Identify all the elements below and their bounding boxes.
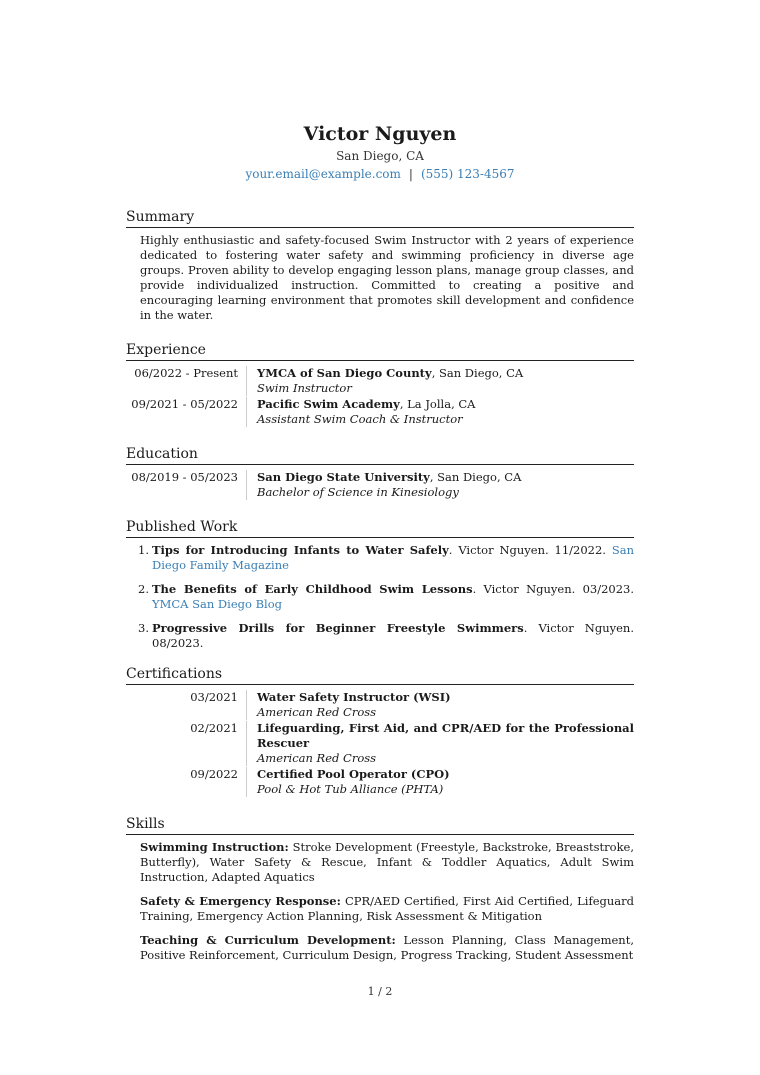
published-title: Published Work: [126, 518, 634, 538]
publication-title: Progressive Drills for Beginner Freestyle Swimmers: [152, 621, 524, 635]
publication-item: [126, 621, 634, 651]
skill-text: CPR/AED Certified, First Aid Certified, Lifeguard Training, Emergency Action Planning, Risk Assessment & Mitigation: [140, 894, 634, 923]
skill-label: Teaching & Curriculum Development:: [140, 933, 396, 947]
cert-body: [246, 767, 634, 797]
cert-issuer: Pool & Hot Tub Alliance (PHTA): [257, 782, 444, 796]
publication-meta: . Victor Nguyen. 11/2022.: [448, 543, 612, 557]
skill-item: [126, 840, 634, 885]
entry-place: , San Diego, CA: [431, 366, 524, 380]
publication-item: [126, 582, 634, 612]
publication-item: [126, 543, 634, 573]
cert-name: Lifeguarding, First Aid, and CPR/AED for the Professional Rescuer: [257, 721, 634, 750]
cert-name: Water Safety Instructor (WSI): [257, 690, 451, 704]
resume-header: [126, 122, 634, 182]
skill-text: Stroke Development (Freestyle, Backstroke, Breaststroke, Butterfly), Water Safety & Rescue, Infant & Toddler Aquatics, Adult Swim Instruction, Adapted Aquatics: [140, 840, 634, 884]
entry-body: [246, 470, 634, 500]
publication-list: [126, 543, 634, 651]
phone-link[interactable]: (555) 123-4567: [420, 167, 515, 181]
publication-number: 2.: [138, 582, 149, 596]
skill-item: [126, 933, 634, 963]
entry-place: , La Jolla, CA: [399, 397, 476, 411]
publication-number: 3.: [138, 621, 149, 635]
education-section: [126, 445, 634, 500]
entry-body: [246, 366, 634, 396]
cert-issuer: American Red Cross: [257, 705, 377, 719]
cert-body: [246, 690, 634, 720]
candidate-location: San Diego, CA: [336, 149, 424, 163]
certifications-section: [126, 665, 634, 797]
certification-entry: [126, 767, 634, 797]
page-number: 1 / 2: [367, 985, 393, 998]
publication-title: Tips for Introducing Infants to Water Safely: [152, 543, 449, 557]
skill-label: Swimming Instruction:: [140, 840, 289, 854]
entry-place: , San Diego, CA: [429, 470, 522, 484]
publication-number: 1.: [138, 543, 149, 557]
entry-role: Swim Instructor: [257, 381, 352, 395]
cert-name: Certified Pool Operator (CPO): [257, 767, 450, 781]
entry-degree: Bachelor of Science in Kinesiology: [257, 485, 459, 499]
publication-title: The Benefits of Early Childhood Swim Lessons: [152, 582, 473, 596]
cert-date: 09/2022: [190, 767, 238, 781]
publication-link[interactable]: YMCA San Diego Blog: [152, 597, 282, 611]
experience-entry: [126, 366, 634, 396]
entry-org: San Diego State University: [257, 470, 430, 484]
entry-date: 06/2022 - Present: [134, 366, 238, 380]
summary-text: Highly enthusiastic and safety-focused Swim Instructor with 2 years of experience dedicated to fostering water safety and swimming proficiency in diverse age groups. Proven ability to develop engaging lesson plans, manage group classes, and provide individualized instruction. Committed to creating a positive and encouraging learning environment that promotes skill development and confidence in the water.: [140, 233, 634, 322]
contact-line: [126, 166, 634, 182]
experience-entry: [126, 397, 634, 427]
education-entry: [126, 470, 634, 500]
cert-issuer: American Red Cross: [257, 751, 377, 765]
experience-title: Experience: [126, 341, 634, 361]
publication-link[interactable]: San Diego Family Magazine: [152, 543, 634, 572]
entry-org: Pacific Swim Academy: [257, 397, 400, 411]
published-section: [126, 518, 634, 651]
education-title: Education: [126, 445, 634, 465]
summary-title: Summary: [126, 208, 634, 228]
entry-org: YMCA of San Diego County: [257, 366, 432, 380]
publication-meta: . Victor Nguyen. 08/2023.: [152, 621, 634, 650]
skill-label: Safety & Emergency Response:: [140, 894, 341, 908]
email-link[interactable]: your.email@example.com: [245, 167, 401, 181]
entry-date: 08/2019 - 05/2023: [131, 470, 238, 484]
skill-item: [126, 894, 634, 924]
certification-entry: [126, 690, 634, 720]
certification-entry: [126, 721, 634, 766]
resume-page: [126, 0, 634, 972]
candidate-name: Victor Nguyen: [303, 123, 457, 145]
entry-role: Assistant Swim Coach & Instructor: [257, 412, 463, 426]
cert-date: 03/2021: [190, 690, 238, 704]
cert-body: [246, 721, 634, 766]
entry-body: [246, 397, 634, 427]
publication-meta: . Victor Nguyen. 03/2023.: [472, 582, 635, 596]
summary-section: [126, 208, 634, 323]
certifications-title: Certifications: [126, 665, 634, 685]
cert-date: 02/2021: [190, 721, 238, 735]
skills-title: Skills: [126, 815, 634, 835]
skills-section: [126, 815, 634, 963]
skill-text: Lesson Planning, Class Management, Positive Reinforcement, Curriculum Design, Progress Tracking, Student Assessment: [140, 933, 634, 962]
entry-date: 09/2021 - 05/2022: [131, 397, 238, 411]
contact-separator: |: [408, 167, 413, 181]
experience-section: [126, 341, 634, 427]
